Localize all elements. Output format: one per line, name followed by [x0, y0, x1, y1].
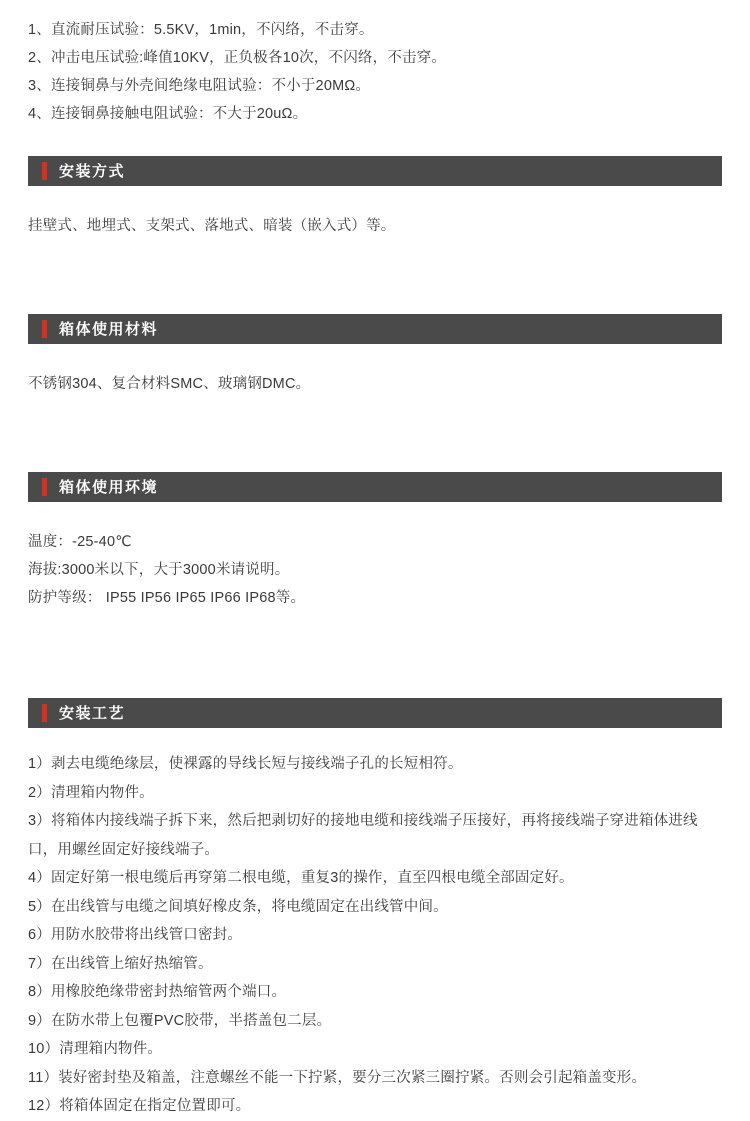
list-item: 9）在防水带上包覆PVC胶带，半搭盖包二层。 — [28, 1012, 332, 1029]
body-line: 防护等级： IP55 IP56 IP65 IP66 IP68等。 — [28, 590, 306, 606]
installation-steps-list — [28, 750, 722, 1121]
section-body-installation-method — [28, 212, 722, 240]
spacer — [28, 186, 722, 212]
list-item: 2）清理箱内物件。 — [28, 784, 154, 801]
section-header-installation-method — [28, 156, 722, 186]
section-title: 安装方式 — [59, 162, 126, 180]
spacer — [28, 502, 722, 528]
intro-specs-list — [28, 16, 722, 128]
section-title: 安装工艺 — [59, 704, 126, 722]
list-item: 1、直流耐压试验：5.5KV，1min，不闪络，不击穿。 — [28, 22, 374, 38]
spacer — [28, 398, 722, 472]
section-header-box-environment — [28, 472, 722, 502]
list-item: 11）装好密封垫及箱盖，注意螺丝不能一下拧紧，要分三次紧三圈拧紧。否则会引起箱盖变形。 — [28, 1069, 647, 1086]
spacer — [28, 344, 722, 370]
body-line: 温度：-25-40℃ — [28, 534, 132, 550]
spacer — [28, 612, 722, 698]
list-item: 8）用橡胶绝缘带密封热缩管两个端口。 — [28, 984, 287, 1000]
section-body-box-environment — [28, 528, 722, 612]
body-line: 海拔:3000米以下，大于3000米请说明。 — [28, 562, 290, 578]
list-item: 4）固定好第一根电缆后再穿第二根电缆，重复3的操作，直至四根电缆全部固定好。 — [28, 870, 574, 886]
accent-marker-icon — [42, 320, 47, 338]
list-item: 1）剥去电缆绝缘层，使裸露的导线长短与接线端子孔的长短相符。 — [28, 756, 463, 772]
list-item: 2、冲击电压试验:峰值10KV，正负极各10次，不闪络，不击穿。 — [28, 50, 447, 66]
accent-marker-icon — [42, 162, 47, 180]
list-item: 4、连接铜鼻接触电阻试验：不大于20uΩ。 — [28, 106, 308, 122]
list-item: 5）在出线管与电缆之间填好橡皮条，将电缆固定在出线管中间。 — [28, 898, 448, 915]
list-item: 7）在出线管上缩好热缩管。 — [28, 955, 213, 972]
top-spacer — [28, 0, 722, 16]
list-item: 3）将箱体内接线端子拆下来，然后把剥切好的接地电缆和接线端子压接好，再将接线端子穿进箱体进线口，用螺丝固定好接线端子。 — [28, 813, 698, 858]
list-item: 10）清理箱内物件。 — [28, 1041, 163, 1057]
body-line: 挂壁式、地埋式、支架式、落地式、暗装（嵌入式）等。 — [28, 218, 396, 234]
body-line: 不锈钢304、复合材料SMC、玻璃钢DMC。 — [28, 376, 311, 392]
spacer — [28, 728, 722, 750]
section-body-box-materials — [28, 370, 722, 398]
section-title: 箱体使用材料 — [59, 320, 159, 338]
spacer — [28, 240, 722, 314]
list-item: 3、连接铜鼻与外壳间绝缘电阻试验：不小于20MΩ。 — [28, 78, 371, 94]
spacer — [28, 128, 722, 156]
section-header-installation-process — [28, 698, 722, 728]
accent-marker-icon — [42, 478, 47, 496]
section-title: 箱体使用环境 — [59, 478, 159, 496]
list-item: 12）将箱体固定在指定位置即可。 — [28, 1098, 251, 1114]
list-item: 6）用防水胶带将出线管口密封。 — [28, 927, 243, 943]
accent-marker-icon — [42, 704, 47, 722]
section-header-box-materials — [28, 314, 722, 344]
